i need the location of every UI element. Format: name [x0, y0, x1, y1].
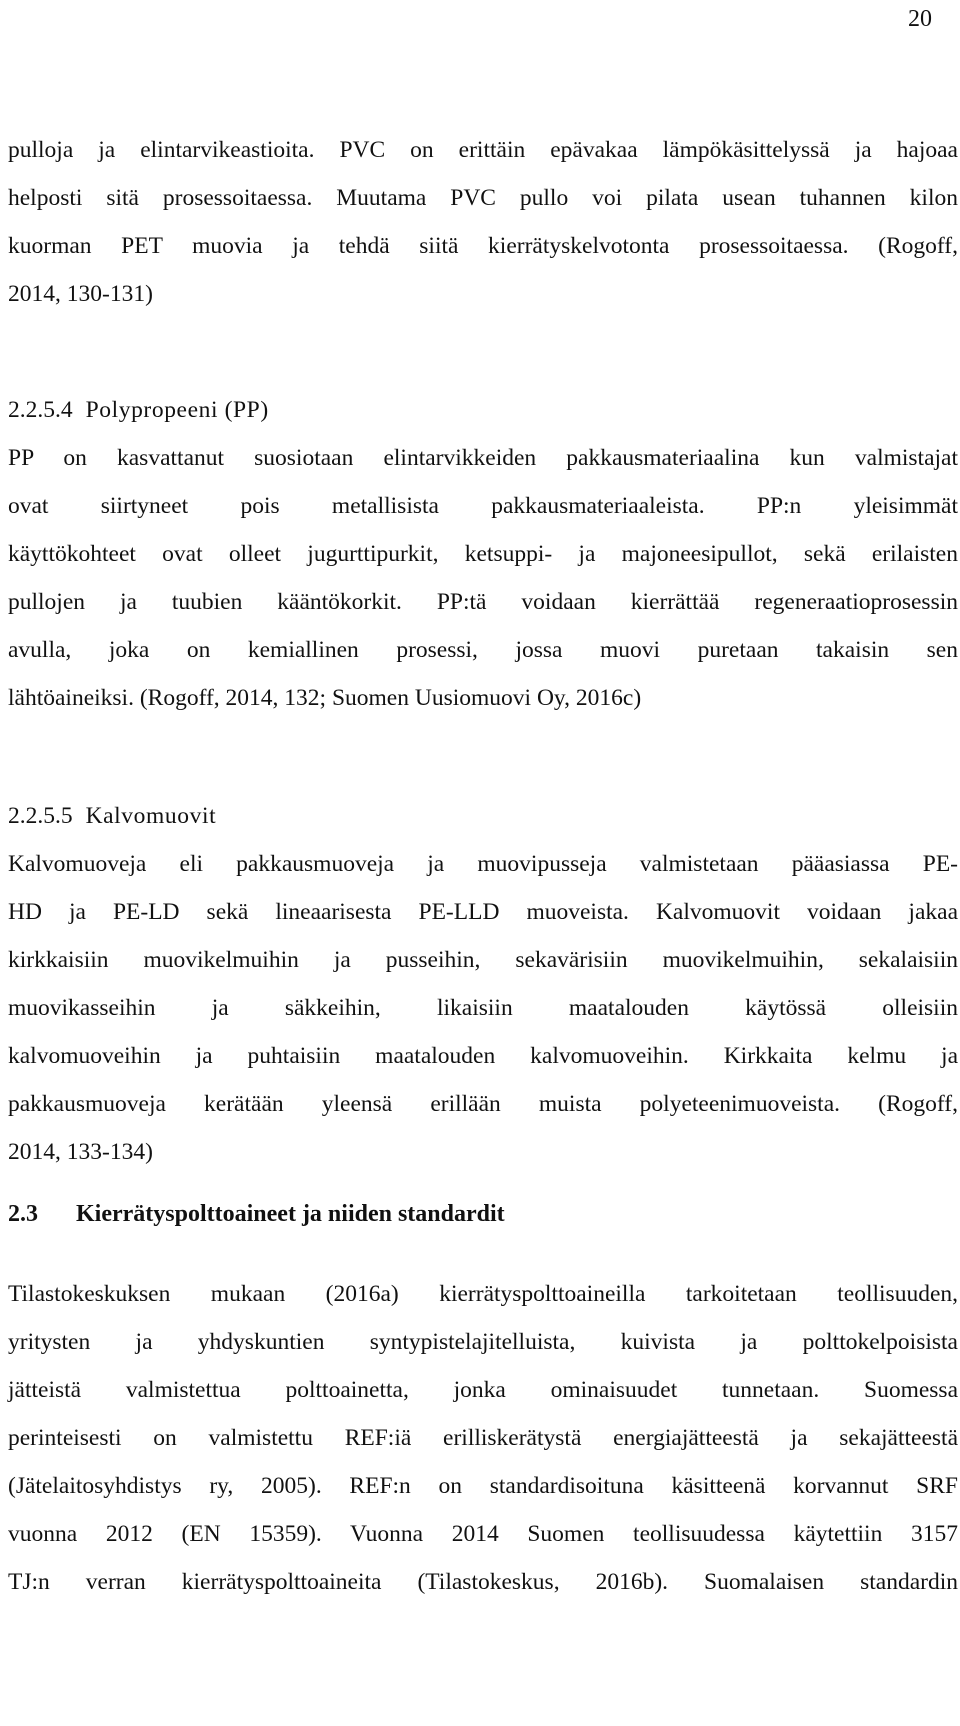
text-line: PP on kasvattanut suosiotaan elintarvikkeiden pakkausmateriaalina kun valmistajat: [8, 445, 958, 471]
text-line: HD ja PE-LD sekä lineaarisesta PE-LLD muoveista. Kalvomuovit voidaan jakaa: [8, 899, 958, 925]
text-line: kirkkaisiin muovikelmuihin ja pusseihin, sekavärisiin muovikelmuihin, sekalaisiin: [8, 947, 958, 973]
text-line: perinteisesti on valmistettu REF:iä erilliskerätystä energiajätteestä ja sekajätteestä: [8, 1425, 958, 1451]
text-line: avulla, joka on kemiallinen prosessi, jossa muovi puretaan takaisin sen: [8, 637, 958, 663]
text-line: TJ:n verran kierrätyspolttoaineita (Tilastokeskus, 2016b). Suomalaisen standardin: [8, 1569, 958, 1595]
text-line: 2014, 133-134): [8, 1139, 153, 1165]
section-heading-kierratyspolttoaineet: [8, 1190, 958, 1238]
section-title: Polypropeeni (PP): [85, 397, 269, 423]
page-number: 20: [908, 6, 932, 32]
paragraph-pp: [8, 434, 958, 722]
text-line: käyttökohteet ovat olleet jugurttipurkit, ketsuppi- ja majoneesipullot, sekä erilaisten: [8, 541, 958, 567]
text-line: vuonna 2012 (EN 15359). Vuonna 2014 Suomen teollisuudessa käytettiin 3157: [8, 1521, 958, 1547]
text-line: jätteistä valmistettua polttoainetta, jonka ominaisuudet tunnetaan. Suomessa: [8, 1377, 958, 1403]
section-heading-pp: [8, 386, 958, 434]
section-number: 2.2.5.4: [8, 397, 73, 423]
text-line: (Jätelaitosyhdistys ry, 2005). REF:n on standardisoituna käsitteenä korvannut SRF: [8, 1473, 958, 1499]
section-number: 2.2.5.5: [8, 803, 73, 829]
text-line: pakkausmuoveja kerätään yleensä erillään muista polyeteenimuoveista. (Rogoff,: [8, 1091, 958, 1117]
text-line: pulloja ja elintarvikeastioita. PVC on erittäin epävakaa lämpökäsittelyssä ja hajoaa: [8, 137, 958, 163]
text-line: lähtöaineiksi. (Rogoff, 2014, 132; Suomen Uusiomuovi Oy, 2016c): [8, 685, 642, 711]
text-line: ovat siirtyneet pois metallisista pakkausmateriaaleista. PP:n yleisimmät: [8, 493, 958, 519]
text-line: Kalvomuoveja eli pakkausmuoveja ja muovipusseja valmistetaan pääasiassa PE-: [8, 851, 958, 877]
text-line: muovikasseihin ja säkkeihin, likaisiin maatalouden käytössä olleisiin: [8, 995, 958, 1021]
text-line: helposti sitä prosessoitaessa. Muutama PVC pullo voi pilata usean tuhannen kilon: [8, 185, 958, 211]
text-line: 2014, 130-131): [8, 281, 153, 307]
text-line: Tilastokeskuksen mukaan (2016a) kierrätyspolttoaineilla tarkoitetaan teollisuuden,: [8, 1281, 958, 1307]
document-body: [8, 126, 958, 1606]
section-title: Kierrätyspolttoaineet ja niiden standardit: [76, 1201, 505, 1227]
text-line: kalvomuoveihin ja puhtaisiin maatalouden kalvomuoveihin. Kirkkaita kelmu ja: [8, 1043, 958, 1069]
paragraph-pvc: [8, 126, 958, 318]
section-heading-kalvomuovit: [8, 792, 958, 840]
section-title: Kalvomuovit: [85, 803, 217, 829]
paragraph-kierratyspolttoaineet: [8, 1270, 958, 1606]
text-line: pullojen ja tuubien kääntökorkit. PP:tä voidaan kierrättää regeneraatioprosessin: [8, 589, 958, 615]
text-line: kuorman PET muovia ja tehdä siitä kierrätyskelvotonta prosessoitaessa. (Rogoff,: [8, 233, 958, 259]
text-line: yritysten ja yhdyskuntien syntypistelajitelluista, kuivista ja polttokelpoisista: [8, 1329, 958, 1355]
paragraph-kalvomuovit: [8, 840, 958, 1176]
section-number: 2.3: [8, 1201, 38, 1227]
